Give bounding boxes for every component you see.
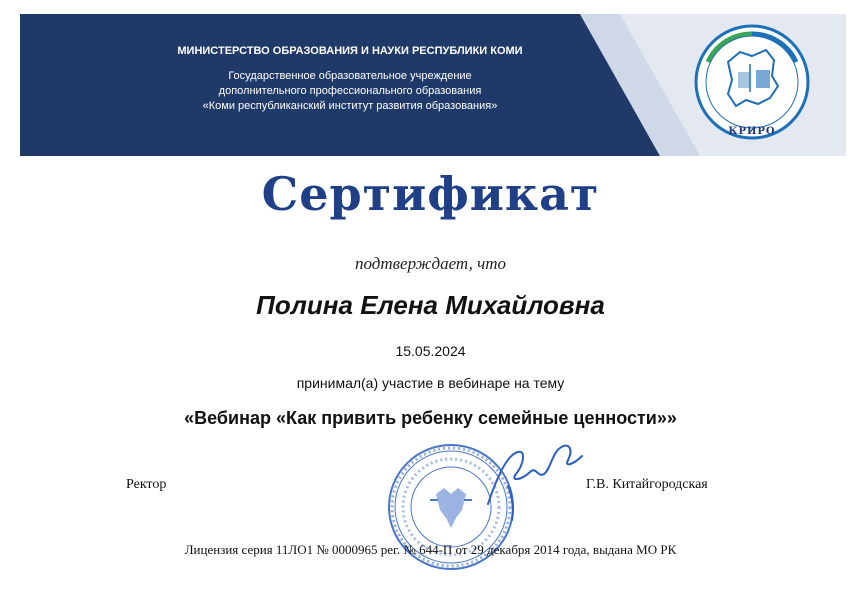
org-line: дополнительного профессионального образования xyxy=(218,85,482,97)
organization-name xyxy=(80,69,620,114)
header-banner xyxy=(20,14,846,156)
webinar-topic: «Вебинар «Как привить ребенку семейные ценности»» xyxy=(184,408,677,428)
org-line: Государственное образовательное учреждение xyxy=(228,70,472,82)
header-text xyxy=(80,14,620,156)
rector-label: Ректор xyxy=(126,477,167,492)
recipient-name: Полина Елена Михайловна xyxy=(256,290,605,320)
participation-text: принимал(а) участие в вебинаре на тему xyxy=(296,375,565,391)
ministry-name: МИНИСТЕРСТВО ОБРАЗОВАНИЯ И НАУКИ РЕСПУБЛИКИ КОМИ xyxy=(177,45,523,57)
org-line: «Коми республиканский институт развития образования» xyxy=(202,100,498,112)
rector-signature xyxy=(478,434,598,524)
license-info: Лицензия серия 11ЛО1 № 0000965 рег. № 644-П от 29 декабря 2014 года, выдана МО РК xyxy=(184,542,677,557)
rector-name: Г.В. Китайгородская xyxy=(586,477,708,492)
kriro-logo xyxy=(692,22,812,144)
certificate-title: Сертификат xyxy=(261,167,600,221)
confirms-text: подтверждает, что xyxy=(355,254,506,273)
logo-text: КРИРО xyxy=(728,126,776,137)
event-date: 15.05.2024 xyxy=(395,343,466,359)
